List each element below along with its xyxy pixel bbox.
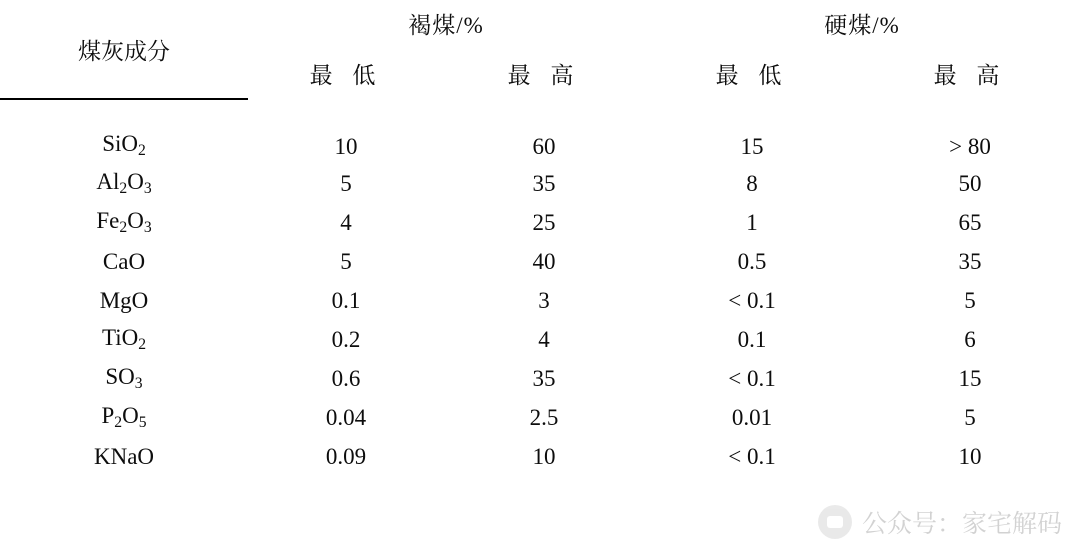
- value-lignite-min: 0.1: [331, 287, 361, 313]
- value-hardcoal-min: 15: [740, 134, 764, 159]
- component-name: CaO: [102, 248, 146, 274]
- table-body: [0, 99, 1080, 476]
- value-lignite-max: 35: [532, 170, 556, 196]
- value-lignite-min: 0.04: [325, 404, 367, 430]
- value-lignite-min: 0.6: [331, 365, 361, 391]
- header-group-row: [0, 0, 1080, 47]
- value-hardcoal-max: 50: [958, 170, 982, 196]
- subheader-hardcoal-min: 最 低: [715, 62, 789, 88]
- value-lignite-min: 10: [334, 134, 358, 159]
- corner-header-label: 煤灰成分: [78, 38, 170, 64]
- value-lignite-min: 0.09: [325, 443, 367, 469]
- value-lignite-min: 4: [340, 209, 352, 235]
- value-hardcoal-min: 0.1: [737, 326, 767, 352]
- corner-header-cell: [0, 0, 248, 99]
- value-lignite-min: 0.2: [331, 326, 361, 352]
- value-hardcoal-min: < 0.1: [728, 287, 776, 313]
- value-hardcoal-max: 10: [958, 443, 982, 469]
- table-row: [0, 320, 1080, 359]
- component-name: TiO$_2$: [101, 325, 147, 353]
- value-lignite-max: 40: [532, 248, 556, 274]
- value-lignite-min: 5: [340, 248, 352, 274]
- table-header: [0, 0, 1080, 99]
- watermark: [818, 504, 1062, 540]
- component-name: $SO_3$: [105, 364, 143, 392]
- watermark-logo-icon: [818, 505, 852, 539]
- value-lignite-max: 25: [532, 209, 556, 235]
- value-lignite-max: 3: [538, 287, 550, 313]
- value-hardcoal-max: 65: [958, 209, 982, 235]
- component-name: MgO: [99, 287, 149, 313]
- table-row: [0, 281, 1080, 320]
- value-lignite-max: 35: [532, 365, 556, 391]
- value-hardcoal-min: 1: [746, 209, 758, 235]
- component-name: $P_2O_5$: [101, 403, 147, 431]
- component-name: $Al_2O_3$: [96, 169, 152, 197]
- subheader-hardcoal-max: 最 高: [933, 62, 1007, 88]
- value-hardcoal-max: 5: [964, 287, 976, 313]
- group-header-lignite-label: 褐煤/%: [408, 13, 484, 38]
- group-header-hardcoal: [644, 0, 1080, 47]
- table-row: [0, 242, 1080, 281]
- table-row: [0, 99, 1080, 164]
- component-name: SiO$_2$: [102, 131, 146, 159]
- value-lignite-max: 10: [532, 443, 556, 469]
- value-hardcoal-min: 0.5: [737, 248, 767, 274]
- value-hardcoal-min: 8: [746, 170, 758, 196]
- table-row: [0, 164, 1080, 203]
- value-hardcoal-min: < 0.1: [728, 443, 776, 469]
- value-lignite-max: 2.5: [529, 404, 559, 430]
- value-hardcoal-max: 6: [964, 326, 976, 352]
- value-hardcoal-max: 35: [958, 248, 982, 274]
- group-header-lignite: [248, 0, 644, 47]
- table-row: [0, 203, 1080, 242]
- group-header-hardcoal-label: 硬煤/%: [824, 13, 900, 38]
- subheader-lignite-max: 最 高: [507, 62, 581, 88]
- value-lignite-max: 4: [538, 326, 550, 352]
- table-row: [0, 437, 1080, 476]
- value-hardcoal-max: > 80: [949, 134, 991, 159]
- value-hardcoal-max: 15: [958, 365, 982, 391]
- table-row: [0, 398, 1080, 437]
- component-name: KNaO: [93, 443, 155, 469]
- component-name: $Fe_2O_3$: [96, 208, 152, 236]
- table-row: [0, 359, 1080, 398]
- subheader-lignite-min: 最 低: [309, 62, 383, 88]
- value-hardcoal-min: < 0.1: [728, 365, 776, 391]
- value-lignite-min: 5: [340, 170, 352, 196]
- value-hardcoal-min: 0.01: [731, 404, 773, 430]
- value-lignite-max: 60: [532, 134, 556, 159]
- watermark-text: 公众号：家宅解码: [861, 510, 1062, 538]
- value-hardcoal-max: 5: [964, 404, 976, 430]
